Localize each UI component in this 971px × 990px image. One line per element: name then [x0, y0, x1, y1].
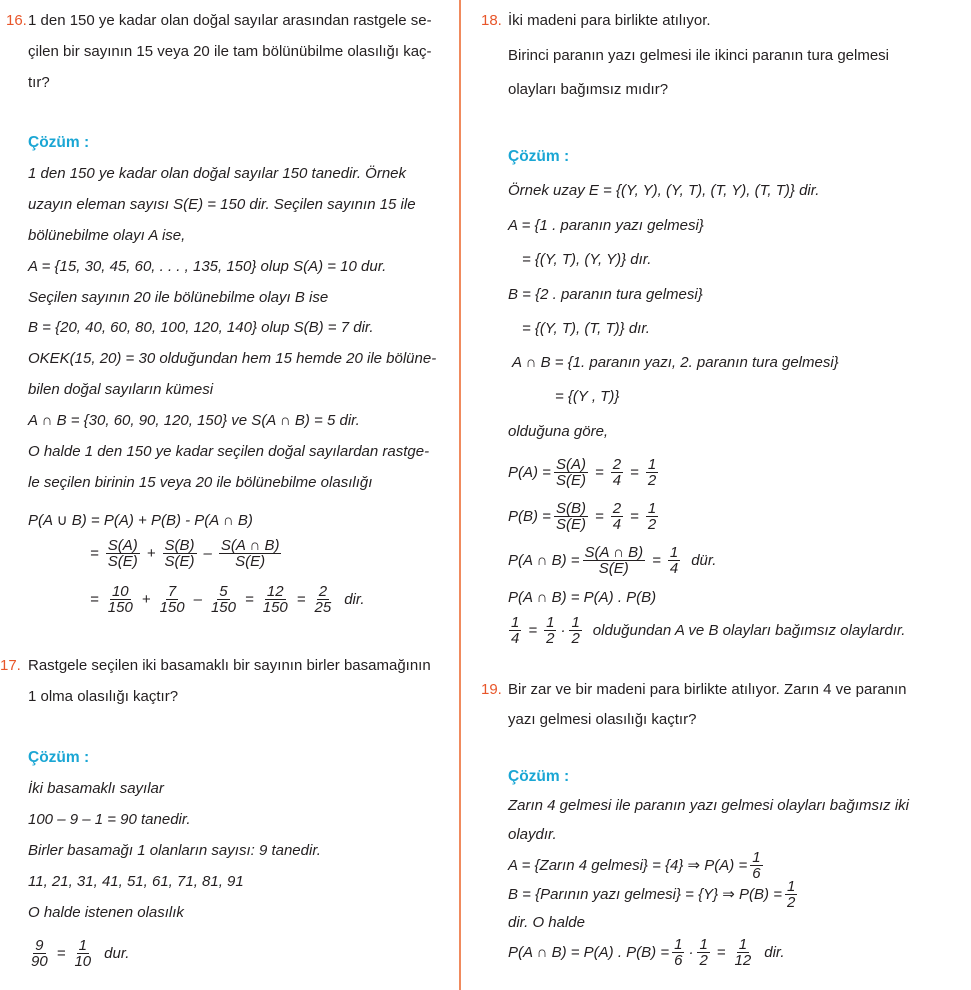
- problem-18-solution-line: A = {1 . paranın yazı gelmesi}: [508, 217, 704, 234]
- problem-17-number: 17.: [0, 657, 21, 674]
- problem-19-solution-line: Zarın 4 gelmesi ile paranın yazı gelmesi olayları bağımsız iki: [508, 797, 910, 814]
- problem-16-question-line-2: çilen bir sayının 15 veya 20 ile tam bölünübilme olasılığı kaç-: [28, 43, 432, 60]
- problem-18-solution-line: A ∩ B = {1. paranın yazı, 2. paranın tura gelmesi}: [512, 354, 839, 371]
- problem-16-solution-line: 1 den 150 ye kadar olan doğal sayılar 150 tanedir. Örnek: [28, 165, 407, 182]
- problem-16-solution-line: A = {15, 30, 45, 60, . . . , 135, 150} olup S(A) = 10 dur.: [28, 258, 387, 275]
- problem-19-question-line-1: Bir zar ve bir madeni para birlikte atılıyor. Zarın 4 ve paranın: [508, 681, 907, 698]
- problem-18-solution-line: B = {2 . paranın tura gelmesi}: [508, 286, 703, 303]
- problem-18-solution-line: olduğuna göre,: [508, 423, 609, 440]
- problem-19-event-a: A = {Zarın 4 gelmesi} = {4} ⇒ P(A) = $\frac{1}{6}$: [508, 849, 761, 882]
- problem-17-solution-line: İki basamaklı sayılar: [28, 780, 164, 797]
- problem-17-solution-heading: Çözüm :: [28, 749, 90, 766]
- problem-18-question-line-1: İki madeni para birlikte atılıyor.: [508, 12, 711, 29]
- problem-17-solution-line: O halde istenen olasılık: [28, 904, 184, 921]
- problem-18-question-line-2: Birinci paranın yazı gelmesi ile ikinci paranın tura gelmesi: [508, 47, 890, 64]
- problem-16-solution-line: bölünebilme olayı A ise,: [28, 227, 186, 244]
- problem-17-question-line-1: Rastgele seçilen iki basamaklı bir sayının birler basamağının: [28, 657, 431, 674]
- problem-18-p-b: P(B) = $\frac{S(B)}{S(E)}$ = $\frac{2}{4}$ = $\frac{1}{2}$: [508, 500, 657, 533]
- problem-19-solution-heading: Çözüm :: [508, 768, 570, 785]
- problem-16-formula-line-3: = $\frac{10}{150}$ + $\frac{7}{150}$ – $\frac{5}{150}$ = $\frac{12}{150}$ = $\frac{2}{25}$ dir.: [90, 583, 365, 616]
- problem-19-question-line-2: yazı gelmesi olasılığı kaçtır?: [508, 711, 697, 728]
- problem-19-solution-line: dir. O halde: [508, 914, 585, 931]
- problem-16-solution-line: A ∩ B = {30, 60, 90, 120, 150} ve S(A ∩ B) = 5 dir.: [28, 412, 360, 429]
- problem-18-solution-line: Örnek uzay E = {(Y, Y), (Y, T), (T, Y), (T, T)} dir.: [508, 182, 820, 199]
- problem-18-number: 18.: [481, 12, 502, 29]
- problem-19-solution-line: olaydır.: [508, 826, 557, 843]
- problem-18-conclusion: $\frac{1}{4}$ = $\frac{1}{2}$ · $\frac{1}{2}$ olduğundan A ve B olayları bağımsız olaylardır.: [511, 614, 906, 647]
- problem-17-solution-line: Birler basamağı 1 olanların sayısı: 9 tanedir.: [28, 842, 321, 859]
- problem-17-solution-line: 100 – 9 – 1 = 90 tanedir.: [28, 811, 191, 828]
- problem-19-number: 19.: [481, 681, 502, 698]
- problem-17-solution-line: 11, 21, 31, 41, 51, 61, 71, 81, 91: [28, 873, 244, 890]
- problem-18-p-a-and-b: P(A ∩ B) = $\frac{S(A \cap B)}{S(E)}$ = $\frac{1}{4}$ dür.: [508, 544, 717, 577]
- problem-18-solution-line: = {(Y, T), (Y, Y)} dır.: [522, 251, 652, 268]
- problem-17-result: $\frac{9}{90}$ = $\frac{1}{10}$ dur.: [31, 937, 130, 970]
- problem-16-formula-line-1: P(A ∪ B) = P(A) + P(B) - P(A ∩ B): [28, 512, 253, 529]
- problem-16-solution-line: uzayın eleman sayısı S(E) = 150 dir. Seçilen sayının 15 ile: [28, 196, 416, 213]
- problem-16-solution-line: B = {20, 40, 60, 80, 100, 120, 140} olup S(B) = 7 dir.: [28, 319, 374, 336]
- problem-18-solution-line: = {(Y , T)}: [555, 388, 620, 405]
- problem-16-solution-line: OKEK(15, 20) = 30 olduğundan hem 15 hemde 20 ile bölüne-: [28, 350, 437, 367]
- problem-18-solution-line: = {(Y, T), (T, T)} dır.: [522, 320, 650, 337]
- problem-18-p-a: P(A) = $\frac{S(A)}{S(E)}$ = $\frac{2}{4}$ = $\frac{1}{2}$: [508, 456, 657, 489]
- problem-16-number: 16.: [6, 12, 27, 29]
- problem-19-event-b: B = {Parının yazı gelmesi} = {Y} ⇒ P(B) = $\frac{1}{2}$: [508, 878, 796, 911]
- problem-18-solution-heading: Çözüm :: [508, 148, 570, 165]
- problem-16-solution-line: O halde 1 den 150 ye kadar seçilen doğal sayılardan rastge-: [28, 443, 430, 460]
- problem-17-question-line-2: 1 olma olasılığı kaçtır?: [28, 688, 179, 705]
- problem-16-solution-heading: Çözüm :: [28, 134, 90, 151]
- column-divider: [459, 0, 461, 990]
- problem-18-solution-line: P(A ∩ B) = P(A) . P(B): [508, 589, 657, 606]
- problem-16-formula-line-2: = $\frac{S(A)}{S(E)}$ + $\frac{S(B)}{S(E)}$ – $\frac{S(A \cap B)}{S(E)}$: [90, 537, 280, 570]
- problem-16-question-line-1: 1 den 150 ye kadar olan doğal sayılar arasından rastgele se-: [28, 12, 432, 29]
- problem-16-question-line-3: tır?: [28, 74, 50, 91]
- problem-16-solution-line: Seçilen sayının 20 ile bölünebilme olayı B ise: [28, 289, 329, 306]
- problem-19-result: P(A ∩ B) = P(A) . P(B) = $\frac{1}{6}$ · $\frac{1}{2}$ = $\frac{1}{12}$ dir.: [508, 936, 785, 969]
- problem-16-solution-line: le seçilen birinin 15 veya 20 ile bölünebilme olasılığı: [28, 474, 373, 491]
- problem-16-solution-line: bilen doğal sayıların kümesi: [28, 381, 214, 398]
- problem-18-question-line-3: olayları bağımsız mıdır?: [508, 81, 669, 98]
